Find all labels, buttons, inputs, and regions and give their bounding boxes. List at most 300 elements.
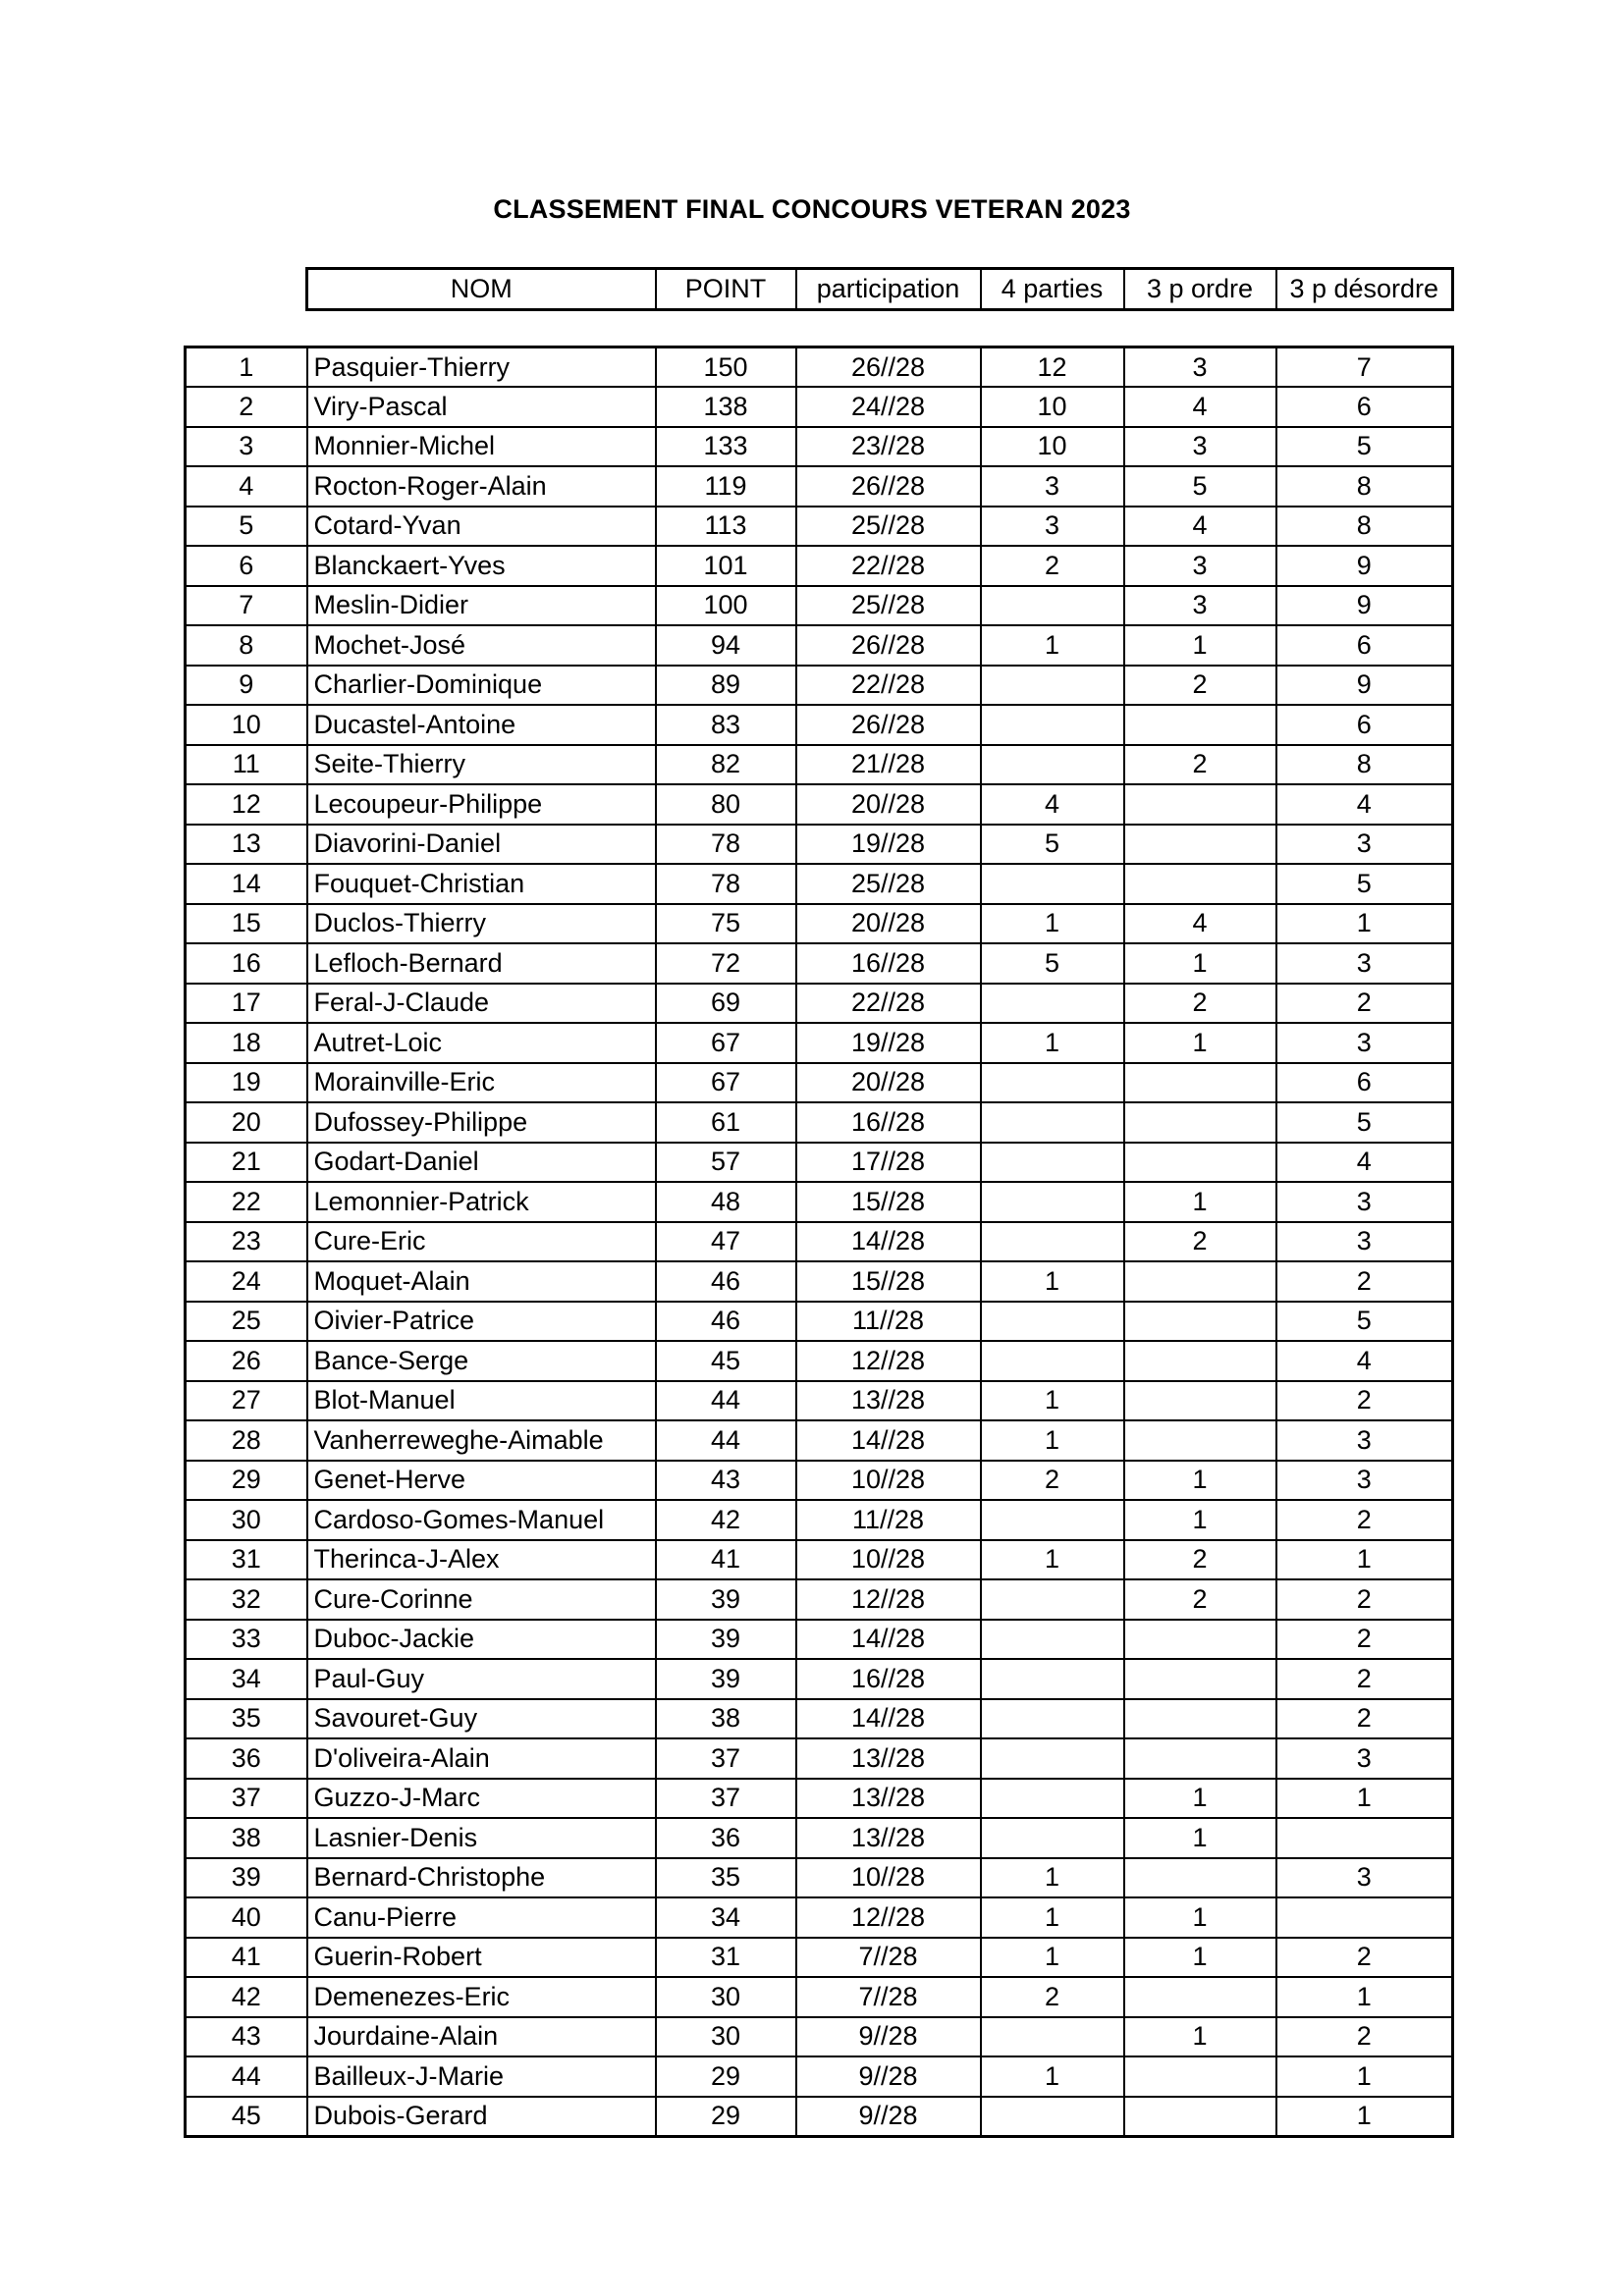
points-cell: 41: [656, 1540, 796, 1580]
rank-cell: 2: [186, 387, 307, 427]
four-parties-cell: 10: [981, 427, 1124, 467]
rank-cell: 7: [186, 586, 307, 626]
participation-cell: 14//28: [796, 1620, 981, 1660]
header-3p-ordre: 3 p ordre: [1124, 269, 1276, 310]
rank-cell: 9: [186, 666, 307, 706]
name-cell: Blot-Manuel: [307, 1381, 656, 1421]
name-cell: Canu-Pierre: [307, 1897, 656, 1938]
rank-cell: 20: [186, 1102, 307, 1143]
four-parties-cell: 10: [981, 387, 1124, 427]
rank-cell: 15: [186, 904, 307, 944]
desordre-cell: 8: [1276, 466, 1453, 507]
four-parties-cell: 5: [981, 825, 1124, 865]
points-cell: 48: [656, 1182, 796, 1222]
name-cell: Pasquier-Thierry: [307, 347, 656, 388]
table-row: [186, 586, 1453, 626]
participation-cell: 15//28: [796, 1182, 981, 1222]
desordre-cell: 2: [1276, 1659, 1453, 1699]
name-cell: Diavorini-Daniel: [307, 825, 656, 865]
four-parties-cell: 2: [981, 1977, 1124, 2017]
desordre-cell: 3: [1276, 1182, 1453, 1222]
ordre-cell: 4: [1124, 507, 1276, 547]
four-parties-cell: [981, 984, 1124, 1024]
rank-cell: 45: [186, 2097, 307, 2137]
participation-cell: 10//28: [796, 1461, 981, 1501]
rank-cell: 42: [186, 1977, 307, 2017]
table-row: [186, 1938, 1453, 1978]
table-row: [186, 1500, 1453, 1540]
points-cell: 61: [656, 1102, 796, 1143]
participation-cell: 25//28: [796, 586, 981, 626]
four-parties-cell: 1: [981, 1938, 1124, 1978]
table-row: [186, 1461, 1453, 1501]
header-point: POINT: [656, 269, 796, 310]
participation-cell: 24//28: [796, 387, 981, 427]
participation-cell: 20//28: [796, 1063, 981, 1103]
desordre-cell: 3: [1276, 943, 1453, 984]
name-cell: Jourdaine-Alain: [307, 2017, 656, 2057]
name-cell: Cardoso-Gomes-Manuel: [307, 1500, 656, 1540]
name-cell: Dufossey-Philippe: [307, 1102, 656, 1143]
four-parties-cell: [981, 666, 1124, 706]
table-row: [186, 1381, 1453, 1421]
four-parties-cell: 4: [981, 784, 1124, 825]
desordre-cell: 2: [1276, 1261, 1453, 1302]
name-cell: Fouquet-Christian: [307, 864, 656, 904]
rank-cell: 32: [186, 1579, 307, 1620]
ordre-cell: [1124, 1659, 1276, 1699]
four-parties-cell: [981, 1738, 1124, 1779]
ordre-cell: [1124, 864, 1276, 904]
table-row: [186, 984, 1453, 1024]
table-row: [186, 2097, 1453, 2137]
table-row: [186, 347, 1453, 388]
name-cell: Guerin-Robert: [307, 1938, 656, 1978]
column-header-table: [305, 267, 1454, 311]
four-parties-cell: 3: [981, 466, 1124, 507]
name-cell: Therinca-J-Alex: [307, 1540, 656, 1580]
participation-cell: 11//28: [796, 1500, 981, 1540]
ordre-cell: 3: [1124, 586, 1276, 626]
points-cell: 72: [656, 943, 796, 984]
header-nom: NOM: [307, 269, 656, 310]
points-cell: 29: [656, 2097, 796, 2137]
header-row: [307, 269, 1453, 310]
points-cell: 42: [656, 1500, 796, 1540]
page-title: CLASSEMENT FINAL CONCOURS VETERAN 2023: [493, 194, 1131, 224]
participation-cell: 11//28: [796, 1302, 981, 1342]
rank-cell: 27: [186, 1381, 307, 1421]
name-cell: Moquet-Alain: [307, 1261, 656, 1302]
table-row: [186, 745, 1453, 785]
rank-cell: 16: [186, 943, 307, 984]
participation-cell: 17//28: [796, 1143, 981, 1183]
participation-cell: 26//28: [796, 347, 981, 388]
desordre-cell: 2: [1276, 1381, 1453, 1421]
participation-cell: 22//28: [796, 666, 981, 706]
rank-cell: 31: [186, 1540, 307, 1580]
participation-cell: 9//28: [796, 2017, 981, 2057]
rank-cell: 19: [186, 1063, 307, 1103]
points-cell: 39: [656, 1659, 796, 1699]
four-parties-cell: [981, 1182, 1124, 1222]
participation-cell: 7//28: [796, 1938, 981, 1978]
desordre-cell: 3: [1276, 1023, 1453, 1063]
desordre-cell: 5: [1276, 864, 1453, 904]
ordre-cell: [1124, 1102, 1276, 1143]
participation-cell: 26//28: [796, 625, 981, 666]
four-parties-cell: 1: [981, 1858, 1124, 1898]
points-cell: 100: [656, 586, 796, 626]
desordre-cell: 2: [1276, 2017, 1453, 2057]
points-cell: 67: [656, 1023, 796, 1063]
rank-cell: 24: [186, 1261, 307, 1302]
ordre-cell: [1124, 1420, 1276, 1461]
ordre-cell: 4: [1124, 904, 1276, 944]
name-cell: Bernard-Christophe: [307, 1858, 656, 1898]
participation-cell: 26//28: [796, 466, 981, 507]
points-cell: 31: [656, 1938, 796, 1978]
name-cell: Lemonnier-Patrick: [307, 1182, 656, 1222]
points-cell: 44: [656, 1420, 796, 1461]
four-parties-cell: [981, 1143, 1124, 1183]
ordre-cell: [1124, 1977, 1276, 2017]
table-row: [186, 904, 1453, 944]
ordre-cell: 3: [1124, 546, 1276, 586]
ordre-cell: [1124, 1620, 1276, 1660]
name-cell: Monnier-Michel: [307, 427, 656, 467]
ordre-cell: 2: [1124, 1540, 1276, 1580]
points-cell: 101: [656, 546, 796, 586]
name-cell: Bailleux-J-Marie: [307, 2056, 656, 2097]
rank-cell: 4: [186, 466, 307, 507]
table-row: [186, 825, 1453, 865]
name-cell: Lecoupeur-Philippe: [307, 784, 656, 825]
participation-cell: 21//28: [796, 745, 981, 785]
four-parties-cell: 2: [981, 1461, 1124, 1501]
rank-cell: 41: [186, 1938, 307, 1978]
ranking-table: [184, 346, 1454, 2138]
points-cell: 38: [656, 1699, 796, 1739]
ranking-body: [186, 347, 1453, 2137]
four-parties-cell: 5: [981, 943, 1124, 984]
points-cell: 30: [656, 1977, 796, 2017]
participation-cell: 25//28: [796, 507, 981, 547]
rank-cell: 39: [186, 1858, 307, 1898]
four-parties-cell: 3: [981, 507, 1124, 547]
rank-cell: 44: [186, 2056, 307, 2097]
four-parties-cell: 12: [981, 347, 1124, 388]
name-cell: D'oliveira-Alain: [307, 1738, 656, 1779]
rank-cell: 6: [186, 546, 307, 586]
points-cell: 89: [656, 666, 796, 706]
table-row: [186, 466, 1453, 507]
four-parties-cell: [981, 1302, 1124, 1342]
table-row: [186, 1897, 1453, 1938]
points-cell: 46: [656, 1261, 796, 1302]
rank-cell: 8: [186, 625, 307, 666]
ordre-cell: 3: [1124, 427, 1276, 467]
ordre-cell: 2: [1124, 666, 1276, 706]
name-cell: Viry-Pascal: [307, 387, 656, 427]
name-cell: Morainville-Eric: [307, 1063, 656, 1103]
table-row: [186, 1659, 1453, 1699]
table-row: [186, 943, 1453, 984]
table-row: [186, 625, 1453, 666]
four-parties-cell: [981, 705, 1124, 745]
rank-cell: 23: [186, 1222, 307, 1262]
desordre-cell: 9: [1276, 586, 1453, 626]
points-cell: 113: [656, 507, 796, 547]
ordre-cell: 1: [1124, 1023, 1276, 1063]
desordre-cell: 2: [1276, 984, 1453, 1024]
rank-cell: 40: [186, 1897, 307, 1938]
ordre-cell: 2: [1124, 1222, 1276, 1262]
desordre-cell: 2: [1276, 1579, 1453, 1620]
table-row: [186, 1779, 1453, 1819]
four-parties-cell: [981, 2017, 1124, 2057]
table-row: [186, 1579, 1453, 1620]
ordre-cell: [1124, 2056, 1276, 2097]
points-cell: 37: [656, 1738, 796, 1779]
rank-cell: 29: [186, 1461, 307, 1501]
name-cell: Feral-J-Claude: [307, 984, 656, 1024]
rank-cell: 43: [186, 2017, 307, 2057]
ordre-cell: [1124, 2097, 1276, 2137]
table-row: [186, 1858, 1453, 1898]
desordre-cell: 9: [1276, 546, 1453, 586]
four-parties-cell: [981, 864, 1124, 904]
ordre-cell: 1: [1124, 1779, 1276, 1819]
points-cell: 133: [656, 427, 796, 467]
desordre-cell: 4: [1276, 1143, 1453, 1183]
table-row: [186, 387, 1453, 427]
name-cell: Vanherreweghe-Aimable: [307, 1420, 656, 1461]
desordre-cell: 1: [1276, 904, 1453, 944]
header-3p-desordre: 3 p désordre: [1276, 269, 1453, 310]
name-cell: Lasnier-Denis: [307, 1818, 656, 1858]
participation-cell: 14//28: [796, 1420, 981, 1461]
four-parties-cell: [981, 1579, 1124, 1620]
four-parties-cell: [981, 1779, 1124, 1819]
points-cell: 83: [656, 705, 796, 745]
participation-cell: 26//28: [796, 705, 981, 745]
participation-cell: 22//28: [796, 546, 981, 586]
participation-cell: 12//28: [796, 1341, 981, 1381]
table-row: [186, 2056, 1453, 2097]
name-cell: Savouret-Guy: [307, 1699, 656, 1739]
rank-cell: 36: [186, 1738, 307, 1779]
name-cell: Cure-Corinne: [307, 1579, 656, 1620]
ordre-cell: 2: [1124, 984, 1276, 1024]
ordre-cell: 1: [1124, 1461, 1276, 1501]
four-parties-cell: 1: [981, 1897, 1124, 1938]
points-cell: 138: [656, 387, 796, 427]
participation-cell: 25//28: [796, 864, 981, 904]
four-parties-cell: [981, 1222, 1124, 1262]
desordre-cell: 2: [1276, 1699, 1453, 1739]
participation-cell: 13//28: [796, 1381, 981, 1421]
participation-cell: 20//28: [796, 904, 981, 944]
participation-cell: 10//28: [796, 1540, 981, 1580]
points-cell: 43: [656, 1461, 796, 1501]
table-row: [186, 427, 1453, 467]
name-cell: Blanckaert-Yves: [307, 546, 656, 586]
participation-cell: 9//28: [796, 2056, 981, 2097]
ordre-cell: [1124, 1063, 1276, 1103]
desordre-cell: 1: [1276, 2056, 1453, 2097]
ordre-cell: [1124, 784, 1276, 825]
name-cell: Rocton-Roger-Alain: [307, 466, 656, 507]
ordre-cell: 1: [1124, 625, 1276, 666]
rank-cell: 5: [186, 507, 307, 547]
points-cell: 39: [656, 1579, 796, 1620]
four-parties-cell: [981, 1620, 1124, 1660]
name-cell: Mochet-José: [307, 625, 656, 666]
desordre-cell: 3: [1276, 1461, 1453, 1501]
desordre-cell: [1276, 1818, 1453, 1858]
table-row: [186, 1540, 1453, 1580]
points-cell: 94: [656, 625, 796, 666]
participation-cell: 20//28: [796, 784, 981, 825]
desordre-cell: 6: [1276, 387, 1453, 427]
ordre-cell: [1124, 825, 1276, 865]
ordre-cell: 2: [1124, 1579, 1276, 1620]
ordre-cell: [1124, 705, 1276, 745]
participation-cell: 22//28: [796, 984, 981, 1024]
rank-cell: 37: [186, 1779, 307, 1819]
ordre-cell: 1: [1124, 943, 1276, 984]
name-cell: Autret-Loic: [307, 1023, 656, 1063]
ordre-cell: 1: [1124, 1897, 1276, 1938]
name-cell: Guzzo-J-Marc: [307, 1779, 656, 1819]
ordre-cell: 3: [1124, 347, 1276, 388]
name-cell: Bance-Serge: [307, 1341, 656, 1381]
four-parties-cell: [981, 586, 1124, 626]
points-cell: 29: [656, 2056, 796, 2097]
four-parties-cell: [981, 1063, 1124, 1103]
rank-cell: 25: [186, 1302, 307, 1342]
participation-cell: 7//28: [796, 1977, 981, 2017]
four-parties-cell: 1: [981, 2056, 1124, 2097]
name-cell: Seite-Thierry: [307, 745, 656, 785]
ordre-cell: 5: [1124, 466, 1276, 507]
participation-cell: 19//28: [796, 825, 981, 865]
participation-cell: 13//28: [796, 1738, 981, 1779]
ordre-cell: [1124, 1699, 1276, 1739]
name-cell: Oivier-Patrice: [307, 1302, 656, 1342]
four-parties-cell: 1: [981, 1261, 1124, 1302]
table-row: [186, 1102, 1453, 1143]
points-cell: 82: [656, 745, 796, 785]
ordre-cell: 1: [1124, 1182, 1276, 1222]
four-parties-cell: 1: [981, 1420, 1124, 1461]
points-cell: 44: [656, 1381, 796, 1421]
desordre-cell: 6: [1276, 705, 1453, 745]
desordre-cell: 9: [1276, 666, 1453, 706]
table-row: [186, 1620, 1453, 1660]
desordre-cell: 4: [1276, 1341, 1453, 1381]
name-cell: Meslin-Didier: [307, 586, 656, 626]
rank-cell: 12: [186, 784, 307, 825]
rank-cell: 3: [186, 427, 307, 467]
four-parties-cell: [981, 1699, 1124, 1739]
points-cell: 57: [656, 1143, 796, 1183]
participation-cell: 23//28: [796, 427, 981, 467]
ordre-cell: [1124, 1261, 1276, 1302]
name-cell: Duboc-Jackie: [307, 1620, 656, 1660]
participation-cell: 16//28: [796, 1659, 981, 1699]
ordre-cell: 1: [1124, 1500, 1276, 1540]
ordre-cell: 1: [1124, 1818, 1276, 1858]
ordre-cell: 1: [1124, 2017, 1276, 2057]
points-cell: 34: [656, 1897, 796, 1938]
rank-cell: 22: [186, 1182, 307, 1222]
desordre-cell: 6: [1276, 625, 1453, 666]
points-cell: 37: [656, 1779, 796, 1819]
desordre-cell: 8: [1276, 745, 1453, 785]
four-parties-cell: 1: [981, 1540, 1124, 1580]
four-parties-cell: [981, 1102, 1124, 1143]
rank-cell: 30: [186, 1500, 307, 1540]
table-row: [186, 784, 1453, 825]
ordre-cell: 2: [1124, 745, 1276, 785]
ordre-cell: 1: [1124, 1938, 1276, 1978]
name-cell: Dubois-Gerard: [307, 2097, 656, 2137]
rank-cell: 17: [186, 984, 307, 1024]
participation-cell: 9//28: [796, 2097, 981, 2137]
rank-cell: 10: [186, 705, 307, 745]
participation-cell: 19//28: [796, 1023, 981, 1063]
table-row: [186, 1143, 1453, 1183]
four-parties-cell: [981, 1500, 1124, 1540]
participation-cell: 15//28: [796, 1261, 981, 1302]
desordre-cell: 2: [1276, 1620, 1453, 1660]
rank-cell: 26: [186, 1341, 307, 1381]
points-cell: 39: [656, 1620, 796, 1660]
desordre-cell: 5: [1276, 427, 1453, 467]
participation-cell: 13//28: [796, 1779, 981, 1819]
rank-cell: 21: [186, 1143, 307, 1183]
table-row: [186, 666, 1453, 706]
points-cell: 30: [656, 2017, 796, 2057]
desordre-cell: 1: [1276, 1779, 1453, 1819]
desordre-cell: 5: [1276, 1102, 1453, 1143]
ordre-cell: [1124, 1143, 1276, 1183]
rank-cell: 18: [186, 1023, 307, 1063]
desordre-cell: 5: [1276, 1302, 1453, 1342]
table-row: [186, 1977, 1453, 2017]
four-parties-cell: [981, 1818, 1124, 1858]
participation-cell: 14//28: [796, 1699, 981, 1739]
rank-cell: 13: [186, 825, 307, 865]
table-row: [186, 1341, 1453, 1381]
ordre-cell: 4: [1124, 387, 1276, 427]
four-parties-cell: [981, 1341, 1124, 1381]
table-row: [186, 1222, 1453, 1262]
four-parties-cell: [981, 1659, 1124, 1699]
rank-cell: 35: [186, 1699, 307, 1739]
desordre-cell: [1276, 1897, 1453, 1938]
table-row: [186, 1261, 1453, 1302]
ordre-cell: [1124, 1738, 1276, 1779]
points-cell: 78: [656, 825, 796, 865]
ordre-cell: [1124, 1381, 1276, 1421]
points-cell: 36: [656, 1818, 796, 1858]
name-cell: Charlier-Dominique: [307, 666, 656, 706]
table-row: [186, 1699, 1453, 1739]
four-parties-cell: 1: [981, 1023, 1124, 1063]
